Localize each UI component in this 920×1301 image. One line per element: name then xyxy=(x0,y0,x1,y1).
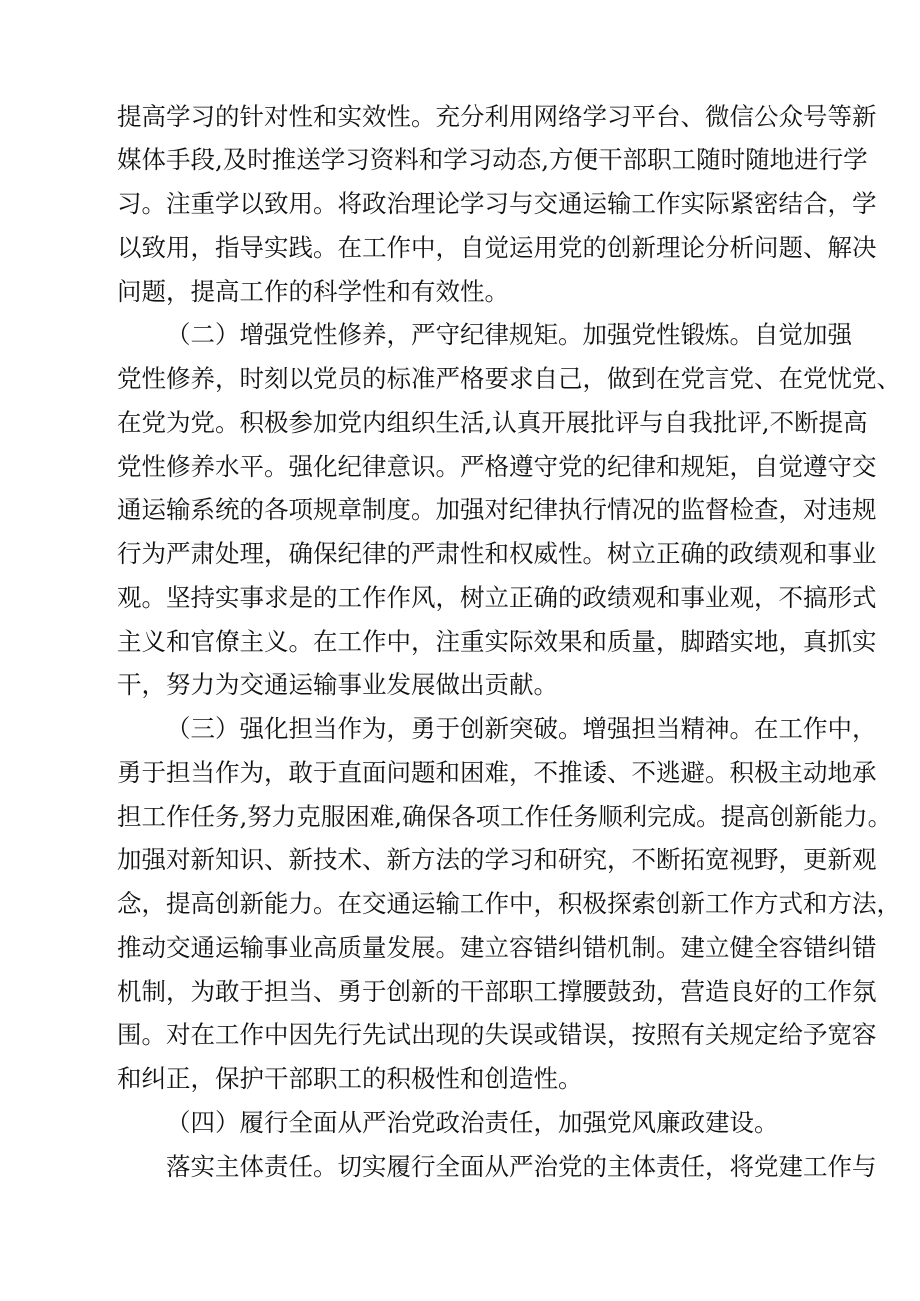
body-text-line: 勇于担当作为，敢于直面问题和困难，不推诿、不逃避。积极主动地承 xyxy=(117,758,877,787)
body-text-line: 媒体手段,及时推送学习资料和学习动态,方便干部职工随时随地进行学 xyxy=(117,145,868,174)
body-text-line: 加强对新知识、新技术、新方法的学习和研究，不断拓宽视野，更新观 xyxy=(117,845,877,874)
body-text-line: 观。坚持实事求是的工作作风，树立正确的政绩观和事业观，不搞形式 xyxy=(117,583,877,612)
section-heading-line: （二）增强党性修养，严守纪律规矩。加强党性锻炼。自觉加强 xyxy=(166,320,852,349)
body-text-line: 主义和官僚主义。在工作中，注重实际效果和质量，脚踏实地，真抓实 xyxy=(117,627,877,656)
body-text-line: 在党为党。积极参加党内组织生活,认真开展批评与自我批评,不断提高 xyxy=(117,408,868,437)
body-text-line: 干，努力为交通运输事业发展做出贡献。 xyxy=(117,670,558,699)
body-text-line: 行为严肃处理，确保纪律的严肃性和权威性。树立正确的政绩观和事业 xyxy=(117,539,877,568)
body-text-line: 提高学习的针对性和实效性。充分利用网络学习平台、微信公众号等新 xyxy=(117,102,877,131)
body-text-line: 以致用，指导实践。在工作中，自觉运用党的创新理论分析问题、解决 xyxy=(117,233,877,262)
body-text-line: 推动交通运输事业高质量发展。建立容错纠错机制。建立健全容错纠错 xyxy=(117,933,877,962)
body-text-line: 习。注重学以致用。将政治理论学习与交通运输工作实际紧密结合，学 xyxy=(117,189,877,218)
body-text-line: 党性修养，时刻以党员的标准严格要求自己，做到在党言党、在党忧党、 xyxy=(117,364,901,393)
body-text-line: 党性修养水平。强化纪律意识。严格遵守党的纪律和规矩，自觉遵守交 xyxy=(117,452,877,481)
body-text-line: 担工作任务,努力克服困难,确保各项工作任务顺利完成。提高创新能力。 xyxy=(117,802,893,831)
body-text-line: 问题，提高工作的科学性和有效性。 xyxy=(117,277,509,306)
body-text-line: 和纠正，保护干部职工的积极性和创造性。 xyxy=(117,1064,583,1093)
body-text-line: 通运输系统的各项规章制度。加强对纪律执行情况的监督检查，对违规 xyxy=(117,495,877,524)
body-text-line: 念，提高创新能力。在交通运输工作中，积极探索创新工作方式和方法， xyxy=(117,889,901,918)
section-heading-line: （三）强化担当作为，勇于创新突破。增强担当精神。在工作中， xyxy=(166,714,877,743)
section-heading-line: （四）履行全面从严治党政治责任，加强党风廉政建设。 xyxy=(166,1108,779,1137)
body-text-line: 落实主体责任。切实履行全面从严治党的主体责任，将党建工作与 xyxy=(166,1152,877,1181)
body-text-line: 机制，为敢于担当、勇于创新的干部职工撑腰鼓劲，营造良好的工作氛 xyxy=(117,977,877,1006)
body-text-line: 围。对在工作中因先行先试出现的失误或错误，按照有关规定给予宽容 xyxy=(117,1020,877,1049)
